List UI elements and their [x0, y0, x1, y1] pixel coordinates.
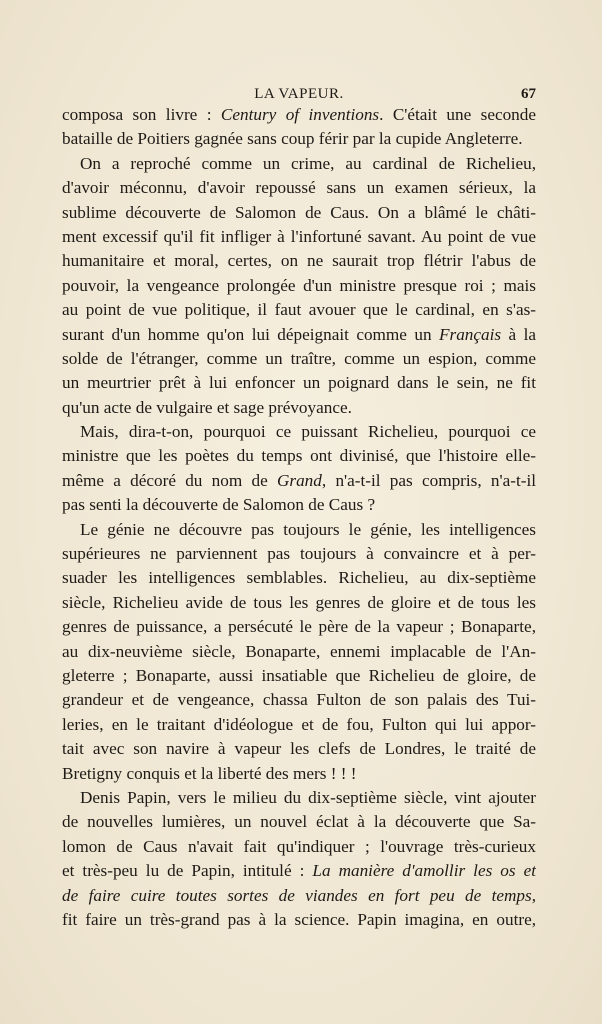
text-line: [62, 810, 536, 834]
text-line: [62, 713, 536, 737]
text-line: [62, 323, 536, 347]
text-run: pouvoir, la vengeance prolongée d'un ministre presque roi ; mais: [62, 275, 536, 295]
text-line: [62, 762, 536, 786]
text-run: un meurtrier prêt à lui enfoncer un poignard dans le sein, ne fit: [62, 373, 536, 393]
text-line: [62, 225, 536, 249]
text-line: [62, 884, 536, 908]
text-run: siècle, Richelieu avide de tous les genres de gloire et de tous les: [62, 592, 536, 612]
text-run: ,: [531, 885, 536, 905]
text-run: Denis Papin, vers le milieu du dix-septième siècle, vint ajouter: [80, 787, 536, 807]
text-line: [62, 274, 536, 298]
italic-text: Grand: [276, 470, 322, 490]
text-run: bataille de Poitiers gagnée sans coup férir par la cupide Angleterre.: [62, 129, 523, 149]
text-run: On a reproché comme un crime, au cardinal de Richelieu,: [80, 153, 536, 173]
text-run: qu'un acte de vulgaire et sage prévoyance.: [62, 397, 352, 417]
text-line: [62, 127, 536, 151]
text-run: et très-peu lu de Papin, intitulé :: [62, 861, 313, 881]
text-line: [62, 640, 536, 664]
text-run: tait avec son navire à vapeur les clefs de Londres, le traité de: [62, 739, 536, 759]
text-line: [62, 518, 536, 542]
text-line: [62, 347, 536, 371]
text-run: d'avoir méconnu, d'avoir repoussé sans un examen sérieux, la: [62, 178, 536, 198]
text-run: suader les intelligences semblables. Richelieu, au dix-septième: [62, 568, 536, 588]
running-head: LA VAPEUR.: [254, 86, 344, 102]
text-line: [62, 469, 536, 493]
text-run: supérieures ne parviennent pas toujours à convaincre et à per-: [62, 544, 536, 564]
text-line: [62, 152, 536, 176]
text-line: [62, 371, 536, 395]
text-line: [62, 249, 536, 273]
text-line: [62, 737, 536, 761]
text-run: Mais, dira-t-on, pourquoi ce puissant Richelieu, pourquoi ce: [80, 422, 536, 442]
text-line: [62, 908, 536, 932]
text-run: , n'a-t-il pas compris, n'a-t-il: [321, 470, 536, 490]
text-line: [62, 298, 536, 322]
text-line: [62, 566, 536, 590]
text-run: solde de l'étranger, comme un traître, comme un espion, comme: [62, 348, 536, 368]
text-line: [62, 591, 536, 615]
text-run: pas senti la découverte de Salomon de Caus ?: [62, 495, 376, 515]
text-run: humanitaire et moral, certes, on ne saurait trop flétrir l'abus de: [62, 251, 536, 271]
text-line: [62, 420, 536, 444]
text-run: ment excessif qu'il fit infliger à l'infortuné savant. Au point de vue: [62, 226, 536, 246]
text-run: même a décoré du nom de: [62, 470, 277, 490]
text-run: sublime découverte de Salomon de Caus. On a blâmé le châti-: [62, 202, 536, 222]
text-line: [62, 859, 536, 883]
text-line: [62, 103, 536, 127]
italic-text: de faire cuire toutes sortes de viandes en fort peu de temps: [62, 885, 532, 905]
body-text: [62, 103, 536, 932]
page-number: 67: [521, 86, 536, 102]
text-run: fit faire un très-grand pas à la science. Papin imagina, en outre,: [62, 909, 536, 929]
text-run: surant d'un homme qu'on lui dépeignait comme un: [62, 324, 439, 344]
text-run: gleterre ; Bonaparte, aussi insatiable que Richelieu de gloire, de: [62, 665, 536, 685]
text-line: [62, 396, 536, 420]
text-run: à la: [501, 324, 536, 344]
text-run: composa son livre :: [62, 105, 221, 124]
text-line: [62, 542, 536, 566]
text-line: [62, 786, 536, 810]
text-run: genres de puissance, a persécuté le père de la vapeur ; Bonaparte,: [62, 617, 536, 637]
italic-text: La manière d'amollir les os et: [312, 861, 536, 881]
text-line: [62, 835, 536, 859]
text-line: [62, 688, 536, 712]
italic-text: Français: [439, 324, 502, 344]
text-run: grandeur et de vengeance, chassa Fulton de son palais des Tui-: [62, 690, 536, 710]
text-run: leries, en le traitant d'idéologue et de fou, Fulton qui lui appor-: [62, 714, 536, 734]
text-run: . C'était une seconde: [379, 105, 536, 124]
italic-text: Century of inventions: [220, 105, 380, 124]
text-run: Bretigny conquis et la liberté des mers ! ! !: [62, 763, 357, 783]
text-line: [62, 176, 536, 200]
text-run: au point de vue politique, il faut avouer que le cardinal, en s'as-: [62, 300, 536, 320]
text-line: [62, 493, 536, 517]
text-run: ministre que les poètes du temps ont divinisé, que l'histoire elle-: [62, 446, 536, 466]
text-line: [62, 615, 536, 639]
text-run: de nouvelles lumières, un nouvel éclat à la découverte que Sa-: [62, 812, 536, 832]
text-line: [62, 201, 536, 225]
text-run: au dix-neuvième siècle, Bonaparte, ennemi implacable de l'An-: [62, 641, 536, 661]
text-run: Le génie ne découvre pas toujours le génie, les intelligences: [80, 519, 536, 539]
text-line: [62, 664, 536, 688]
text-run: lomon de Caus n'avait fait qu'indiquer ; l'ouvrage très-curieux: [62, 836, 536, 856]
text-line: [62, 444, 536, 468]
